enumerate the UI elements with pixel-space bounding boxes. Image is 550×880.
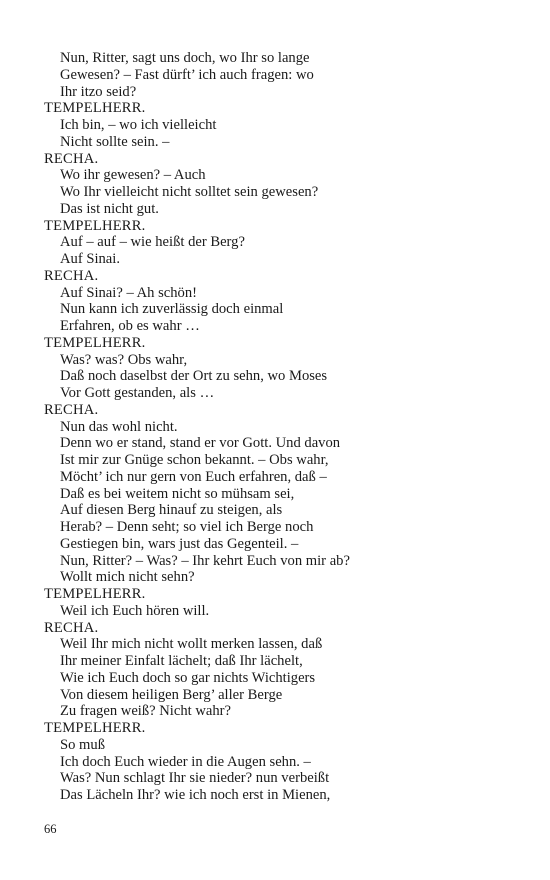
verse-line: Wie ich Euch doch so gar nichts Wichtigers (60, 669, 316, 686)
verse-line: Nun das wohl nicht. (60, 418, 178, 435)
verse-line: Ist mir zur Gnüge schon bekannt. – Obs wahr, (60, 452, 329, 468)
verse-line: Nun kann ich zuverlässig doch einmal (60, 301, 284, 318)
verse-line: Auf – auf – wie heißt der Berg? (60, 234, 245, 251)
speaker-name: RECHA. (44, 150, 99, 167)
speaker-name: RECHA. (44, 619, 99, 636)
verse-line: Möcht’ ich nur gern von Euch erfahren, daß – (60, 468, 327, 485)
verse-line: Vor Gott gestanden, als … (60, 385, 215, 401)
speaker-name: TEMPELHERR. (44, 334, 146, 351)
verse-line: Auf diesen Berg hinauf zu steigen, als (60, 502, 283, 519)
verse-line: Wollt mich nicht sehn? (60, 569, 195, 586)
verse-line: Wo Ihr vielleicht nicht solltet sein gewesen? (60, 184, 319, 200)
verse-line: Was? Nun schlagt Ihr sie nieder? nun verbeißt (60, 770, 330, 787)
verse-line: Nun, Ritter? – Was? – Ihr kehrt Euch von mir ab? (60, 552, 350, 569)
speaker-name: RECHA. (44, 401, 99, 418)
verse-line: Gestiegen bin, wars just das Gegenteil. – (60, 535, 299, 552)
speaker-name: TEMPELHERR. (44, 720, 146, 736)
verse-line: Wo ihr gewesen? – Auch (60, 167, 206, 184)
verse-line: Ihr meiner Einfalt lächelt; daß Ihr lächelt, (60, 653, 303, 669)
verse-line: Von diesem heiligen Berg’ aller Berge (60, 686, 283, 703)
verse-line: Ich bin, – wo ich vielleicht (60, 117, 217, 133)
verse-line: Erfahren, ob es wahr … (60, 318, 200, 334)
speaker-name: TEMPELHERR. (44, 100, 146, 117)
verse-line: Auf Sinai? – Ah schön! (60, 284, 198, 301)
verse-line: Weil Ihr mich nicht wollt merken lassen, daß (60, 636, 323, 653)
verse-line: Was? was? Obs wahr, (60, 351, 188, 368)
verse-line: Daß es bei weitem nicht so mühsam sei, (60, 485, 295, 502)
verse-line: Ihr itzo seid? (60, 83, 137, 100)
verse-line: Weil ich Euch hören will. (60, 602, 210, 619)
verse-line: Gewesen? – Fast dürft’ ich auch fragen: wo (60, 66, 314, 83)
verse-line: Nicht sollte sein. – (60, 133, 170, 150)
verse-line: Das ist nicht gut. (60, 200, 159, 217)
verse-line: Das Lächeln Ihr? wie ich noch erst in Mienen, (60, 787, 331, 803)
verse-line: Herab? – Denn seht; so viel ich Berge noch (60, 519, 314, 535)
verse-line: Nun, Ritter, sagt uns doch, wo Ihr so lange (60, 50, 310, 66)
speaker-name: TEMPELHERR. (44, 586, 146, 602)
verse-line: Denn wo er stand, stand er vor Gott. Und davon (60, 435, 341, 452)
verse-line: Zu fragen weiß? Nicht wahr? (60, 703, 231, 720)
page-number: 66 (44, 822, 57, 836)
drama-text (44, 50, 514, 804)
speaker-name: TEMPELHERR. (44, 217, 146, 234)
verse-line: Auf Sinai. (60, 251, 120, 267)
verse-line: Daß noch daselbst der Ort zu sehn, wo Moses (60, 368, 328, 385)
verse-line: So muß (60, 736, 106, 753)
verse-line: Ich doch Euch wieder in die Augen sehn. – (60, 753, 311, 770)
speaker-name: RECHA. (44, 267, 99, 284)
